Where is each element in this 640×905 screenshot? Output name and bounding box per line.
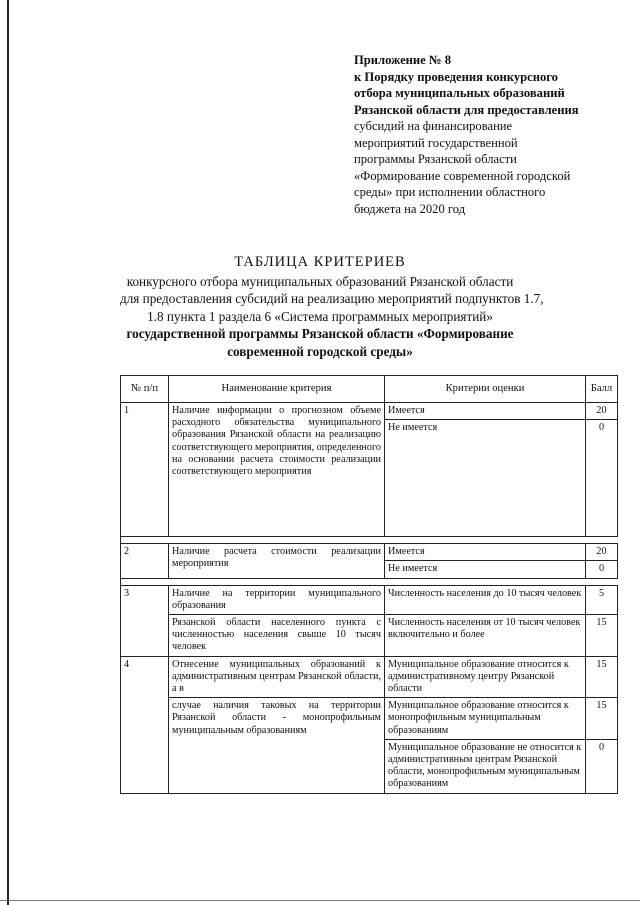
appendix-line: программы Рязанской области — [354, 152, 517, 166]
criterion-option: Имеется — [385, 403, 586, 420]
criterion-name-part: Отнесение муниципальных образований к административным центрам Рязанской области, а в — [169, 656, 385, 698]
title-line: конкурсного отбора муниципальных образований Рязанской области — [126, 273, 514, 289]
row-number: 4 — [121, 656, 169, 793]
criterion-option: Не имеется — [385, 561, 586, 578]
criteria-table — [120, 375, 618, 794]
appendix-heading: Приложение № 8 — [354, 53, 452, 67]
criterion-name-part: случае наличия таковых на территории Рязанской области - монопрофильным муниципальным образованиям — [169, 698, 385, 793]
scan-bottom-line — [0, 900, 640, 901]
criterion-score: 15 — [586, 615, 618, 657]
appendix-note — [354, 52, 626, 217]
criterion-score: 20 — [586, 403, 618, 420]
table-row — [121, 585, 618, 614]
table-row — [121, 403, 618, 420]
row-number: 3 — [121, 585, 169, 656]
criterion-option: Муниципальное образование относится к монопрофильным муниципальным образованиям — [385, 698, 586, 740]
appendix-line: к Порядку проведения конкурсного — [354, 69, 558, 84]
criterion-option: Муниципальное образование не относится к административным центрам Рязанской области, монопрофильным муниципальным образованиям — [385, 739, 586, 793]
page-title: ТАБЛИЦА КРИТЕРИЕВ — [234, 254, 406, 270]
row-gap — [121, 578, 618, 585]
table-row — [121, 544, 618, 561]
table-row — [121, 656, 618, 698]
title-line: для предоставления субсидий на реализацию мероприятий подпунктов 1.7, — [120, 291, 544, 307]
criterion-option: Имеется — [385, 544, 586, 561]
scan-edge-line — [7, 0, 9, 905]
criterion-score: 0 — [586, 420, 618, 537]
row-number: 2 — [121, 544, 169, 578]
title-line: государственной программы Рязанской области «Формирование — [126, 326, 514, 342]
table-row — [121, 698, 618, 740]
criterion-name-part: Рязанской области населенного пункта с численностью населения свыше 10 тысяч человек — [169, 615, 385, 657]
criterion-score: 0 — [586, 561, 618, 578]
criterion-name-part: Наличие на территории муниципального образования — [169, 585, 385, 614]
criterion-option: Численность населения до 10 тысяч человек — [385, 585, 586, 614]
header-criteria: Критерии оценки — [385, 376, 586, 403]
appendix-line: субсидий на финансирование — [354, 119, 513, 133]
row-gap — [121, 537, 618, 544]
table-row — [121, 615, 618, 657]
criterion-score: 20 — [586, 544, 618, 561]
criterion-score: 15 — [586, 698, 618, 740]
title-line: 1.8 пункта 1 раздела 6 «Система программных мероприятий» — [147, 308, 493, 324]
title-line: современной городской среды» — [227, 343, 413, 359]
document-title — [120, 254, 544, 361]
appendix-line: мероприятий государственной — [354, 135, 518, 150]
criterion-score: 0 — [586, 739, 618, 793]
table-header-row — [121, 376, 618, 403]
header-num: № п/п — [121, 376, 169, 403]
appendix-line: Рязанской области для предоставления — [354, 102, 579, 117]
criterion-option: Не имеется — [385, 420, 586, 537]
header-name: Наименование критерия — [169, 376, 385, 403]
appendix-line: бюджета на 2020 год — [354, 201, 466, 216]
criterion-score: 15 — [586, 656, 618, 698]
criterion-score: 5 — [586, 585, 618, 614]
criterion-option: Численность населения от 10 тысяч человек включительно и более — [385, 615, 586, 657]
appendix-line: среды» при исполнении областного — [354, 185, 546, 199]
criterion-option: Муниципальное образование относится к административному центру Рязанской области — [385, 656, 586, 698]
criterion-name: Наличие расчета стоимости реализации мероприятия — [169, 544, 385, 578]
criterion-name: Наличие информации о прогнозном объеме расходного обязательства муниципального образования Рязанской области на реализацию соответствующего мероприятия, определенного на основании расчета стоимости реализации соответствующего мероприятия — [169, 403, 385, 537]
appendix-line: отбора муниципальных образований — [354, 86, 565, 100]
appendix-line: «Формирование современной городской — [354, 168, 571, 183]
row-number: 1 — [121, 403, 169, 537]
header-score: Балл — [586, 376, 618, 403]
